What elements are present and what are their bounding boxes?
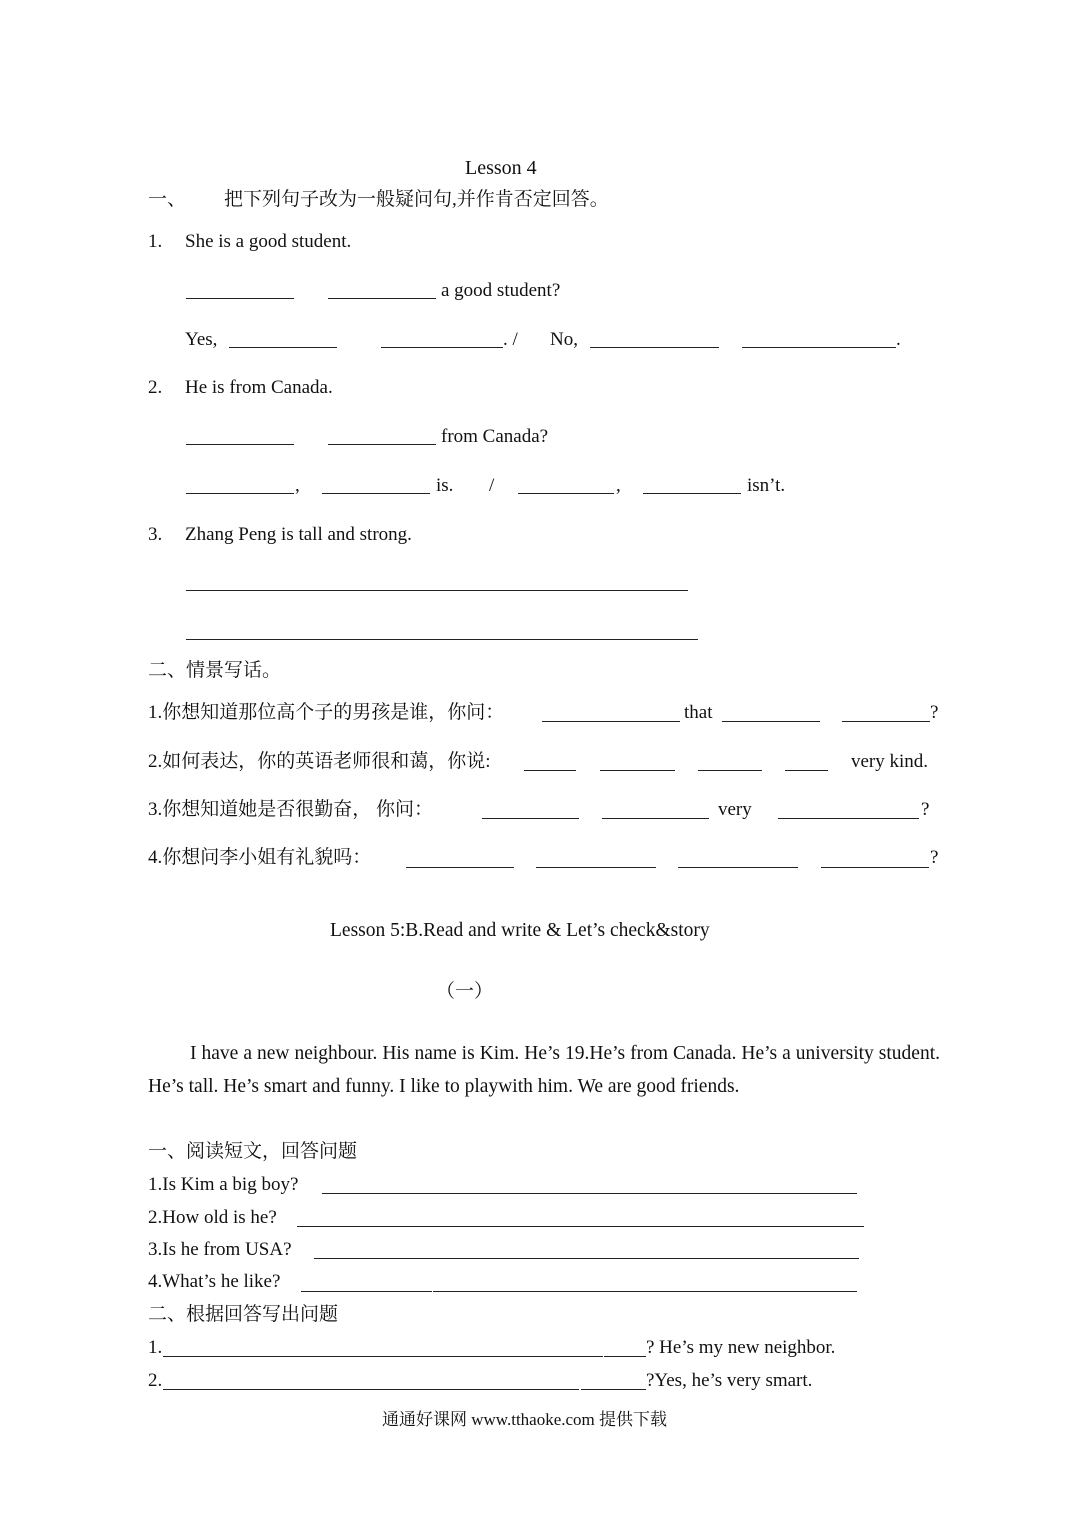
q1-blank-1[interactable] bbox=[186, 298, 294, 299]
situation-3-word: very bbox=[718, 799, 752, 820]
q1-no-blank-1[interactable] bbox=[590, 347, 719, 348]
write-q2-answer: ?Yes, he’s very smart. bbox=[646, 1370, 813, 1391]
q1-no: No, bbox=[550, 329, 578, 350]
reading-q4: 4.What’s he like? bbox=[148, 1271, 281, 1292]
q2-slash: / bbox=[489, 475, 495, 496]
q1-period: . bbox=[896, 329, 901, 350]
lesson5-part1-heading: 一、阅读短文，回答问题 bbox=[148, 1141, 358, 1162]
q1-number: 1. bbox=[148, 231, 163, 252]
q2-sentence: He is from Canada. bbox=[185, 377, 333, 398]
q2-isnt: isn’t. bbox=[747, 475, 786, 496]
reading-q4-answer-line-2[interactable] bbox=[433, 1291, 857, 1292]
situation-4-blank-1[interactable] bbox=[406, 867, 514, 868]
q1-sentence: She is a good student. bbox=[185, 231, 352, 252]
situation-1-blank-3[interactable] bbox=[842, 721, 930, 722]
lesson4-title: Lesson 4 bbox=[465, 157, 537, 179]
reading-q2-answer-line[interactable] bbox=[297, 1226, 864, 1227]
write-q1-line-2[interactable] bbox=[604, 1356, 646, 1357]
reading-q2: 2.How old is he? bbox=[148, 1207, 277, 1228]
write-q2-line-2[interactable] bbox=[581, 1389, 646, 1390]
write-q2-line-1[interactable] bbox=[163, 1389, 579, 1390]
situation-4-blank-3[interactable] bbox=[678, 867, 798, 868]
q2-yes-blank-1[interactable] bbox=[186, 493, 294, 494]
q1-yes-blank-1[interactable] bbox=[229, 347, 337, 348]
q1-slash: . / bbox=[503, 329, 518, 350]
lesson5-title: Lesson 5:B.Read and write & Let’s check&story bbox=[330, 920, 710, 941]
situation-2-blank-3[interactable] bbox=[698, 770, 762, 771]
part1-number: 一、 bbox=[148, 189, 187, 210]
situation-3-prompt: 3.你想知道她是否很勤奋， 你问： bbox=[148, 799, 434, 820]
q3-answer-line-2[interactable] bbox=[186, 639, 698, 640]
situation-1-end: ? bbox=[930, 702, 939, 723]
q1-yes: Yes, bbox=[185, 329, 218, 350]
q2-no-blank-2[interactable] bbox=[643, 493, 741, 494]
reading-q4-answer-line-1[interactable] bbox=[301, 1291, 432, 1292]
q2-is: is. bbox=[436, 475, 454, 496]
q2-comma-1: , bbox=[295, 475, 300, 496]
q2-blank-1[interactable] bbox=[186, 444, 294, 445]
q1-yes-blank-2[interactable] bbox=[381, 347, 503, 348]
q2-question-tail: from Canada? bbox=[441, 426, 549, 447]
part2-heading: 二、情景写话。 bbox=[148, 660, 282, 681]
situation-3-blank-1[interactable] bbox=[482, 818, 579, 819]
reading-q3-answer-line[interactable] bbox=[314, 1258, 859, 1259]
situation-3-blank-3[interactable] bbox=[778, 818, 919, 819]
situation-2-blank-4[interactable] bbox=[785, 770, 828, 771]
q2-no-blank-1[interactable] bbox=[518, 493, 614, 494]
lesson5-subtitle: （一） bbox=[436, 981, 494, 1002]
footer-credit: 通通好课网 www.tthaoke.com 提供下载 bbox=[382, 1410, 668, 1429]
write-q1-number: 1. bbox=[148, 1337, 163, 1358]
situation-4-blank-2[interactable] bbox=[536, 867, 656, 868]
lesson5-part2-heading: 二、根据回答写出问题 bbox=[148, 1304, 339, 1325]
situation-1-blank-2[interactable] bbox=[722, 721, 820, 722]
situation-3-end: ? bbox=[921, 799, 930, 820]
situation-2-word: very kind. bbox=[851, 751, 929, 772]
reading-q1: 1.Is Kim a big boy? bbox=[148, 1174, 299, 1195]
situation-1-word: that bbox=[684, 702, 713, 723]
q2-comma-2: , bbox=[616, 475, 621, 496]
q1-no-blank-2[interactable] bbox=[742, 347, 896, 348]
write-q2-number: 2. bbox=[148, 1370, 163, 1391]
write-q1-answer: ? He’s my new neighbor. bbox=[646, 1337, 836, 1358]
reading-passage: I have a new neighbour. His name is Kim. He’s 19.He’s from Canada. He’s a university student. He’s tall. He’s smart and funny. I like to playwith him. We are good friends. bbox=[148, 1043, 940, 1097]
q1-blank-2[interactable] bbox=[328, 298, 436, 299]
reading-q3: 3.Is he from USA? bbox=[148, 1239, 292, 1260]
q2-blank-2[interactable] bbox=[328, 444, 436, 445]
reading-q1-answer-line[interactable] bbox=[322, 1193, 857, 1194]
part1-instruction: 把下列句子改为一般疑问句,并作肯否定回答。 bbox=[224, 189, 609, 210]
situation-2-blank-2[interactable] bbox=[600, 770, 675, 771]
q3-number: 3. bbox=[148, 524, 163, 545]
situation-3-blank-2[interactable] bbox=[602, 818, 709, 819]
q1-question-tail: a good student? bbox=[441, 280, 561, 301]
situation-2-prompt: 2.如何表达，你的英语老师很和蔼，你说: bbox=[148, 751, 491, 772]
situation-1-blank-1[interactable] bbox=[542, 721, 680, 722]
q2-yes-blank-2[interactable] bbox=[322, 493, 430, 494]
situation-4-end: ? bbox=[930, 847, 939, 868]
situation-1-prompt: 1.你想知道那位高个子的男孩是谁，你问： bbox=[148, 702, 505, 723]
q3-sentence: Zhang Peng is tall and strong. bbox=[185, 524, 412, 545]
situation-2-blank-1[interactable] bbox=[524, 770, 576, 771]
q2-number: 2. bbox=[148, 377, 163, 398]
situation-4-prompt: 4.你想问李小姐有礼貌吗： bbox=[148, 847, 372, 868]
situation-4-blank-4[interactable] bbox=[821, 867, 929, 868]
q3-answer-line-1[interactable] bbox=[186, 590, 688, 591]
write-q1-line-1[interactable] bbox=[163, 1356, 603, 1357]
